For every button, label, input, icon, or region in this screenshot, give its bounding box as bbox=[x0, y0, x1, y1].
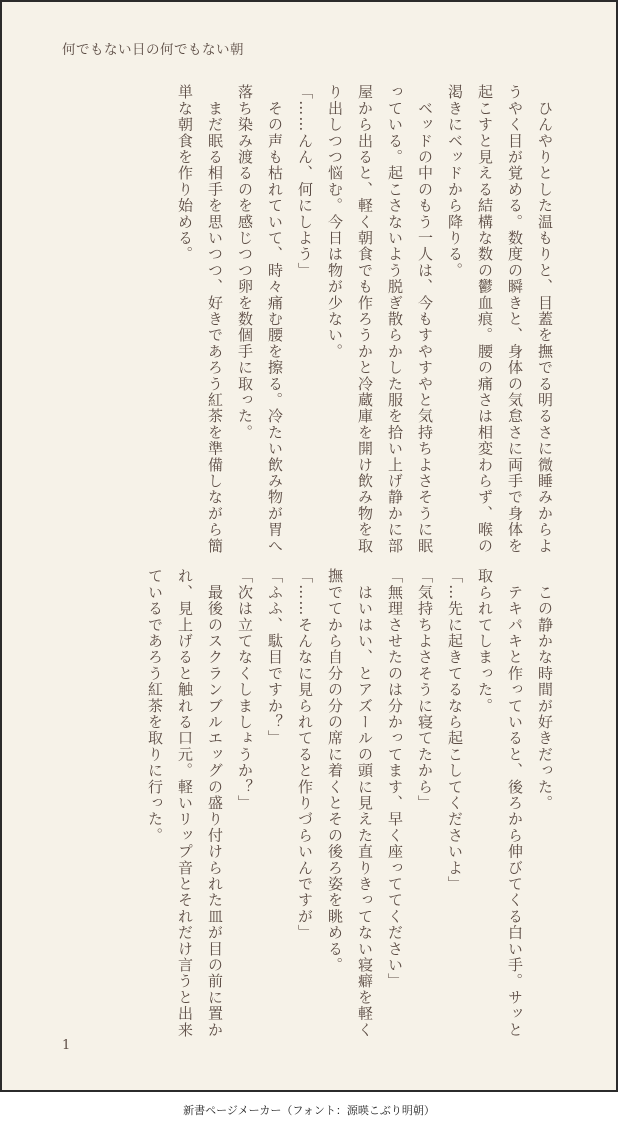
page-number: 1 bbox=[62, 1038, 71, 1053]
running-title: 何でもない日の何でもない朝 bbox=[62, 42, 244, 58]
dialogue-line: 「気持ちよさそうに寝てたから」 bbox=[416, 568, 434, 811]
paragraph: 最後のスクランブルエッグの盛り付けられた皿が目の前に置かれ、見上げると触れる口元。軽いリップ音とそれだけ言うと出来ているであろう紅茶を取りに行った。 bbox=[146, 568, 224, 1038]
paragraph: まだ眠る相手を思いつつ、好きであろう紅茶を準備しながら簡単な朝食を作り始める。 bbox=[176, 84, 224, 554]
dialogue-line: 「……そんなに見られてると作りづらいんですが」 bbox=[296, 568, 314, 941]
dialogue-line: 「無理させたのは分かってます、早く座っててください」 bbox=[386, 568, 404, 990]
dialogue-line: 「…先に起きてるなら起こしてくださいよ」 bbox=[446, 568, 464, 892]
dialogue-line: 「ふふ、駄目ですか？」 bbox=[266, 568, 284, 747]
paragraph: その声も枯れていて、時々痛む腰を擦る。冷たい飲み物が胃へ落ち染み渡るのを感じつつ卵を数個手に取った。 bbox=[236, 84, 284, 554]
dialogue-line: 「次は立てなくしましょうか？」 bbox=[236, 568, 254, 811]
text-block-bottom bbox=[52, 568, 560, 1038]
paragraph: ひんやりとした温もりと、目蓋を撫でる明るさに微睡みからようやく目が覚める。数度の瞬きと、身体の気怠さに両手で身体を起こすと見える結構な数の鬱血痕。腰の痛さは相変わらず、喉の渇きにベッドから降りる。 bbox=[446, 84, 554, 554]
paragraph: テキパキと作っていると、後ろから伸びてくる白い手。サッと取られてしまった。 bbox=[476, 568, 524, 1038]
text-block-top bbox=[52, 84, 560, 554]
paragraph: ベッドの中のもう一人は、今もすやすやと気持ちよさそうに眠っている。起こさないよう脱ぎ散らかした服を拾い上げ静かに部屋から出ると、軽く朝食でも作ろうかと冷蔵庫を開け飲み物を取り出しつつ悩む。今日は物が少ない。 bbox=[326, 84, 434, 554]
footer-caption: 新書ページメーカー（フォント：源暎こぶり明朝） bbox=[183, 1104, 435, 1117]
paragraph: この静かな時間が好きだった。 bbox=[536, 568, 554, 811]
paragraph: はいはい、とアズールの頭に見えた直りきってない寝癖を軽く撫でてから自分の分の席に着くとその後ろ姿を眺める。 bbox=[326, 568, 374, 1038]
dialogue-line: 「……んん、何にしよう」 bbox=[296, 84, 314, 279]
